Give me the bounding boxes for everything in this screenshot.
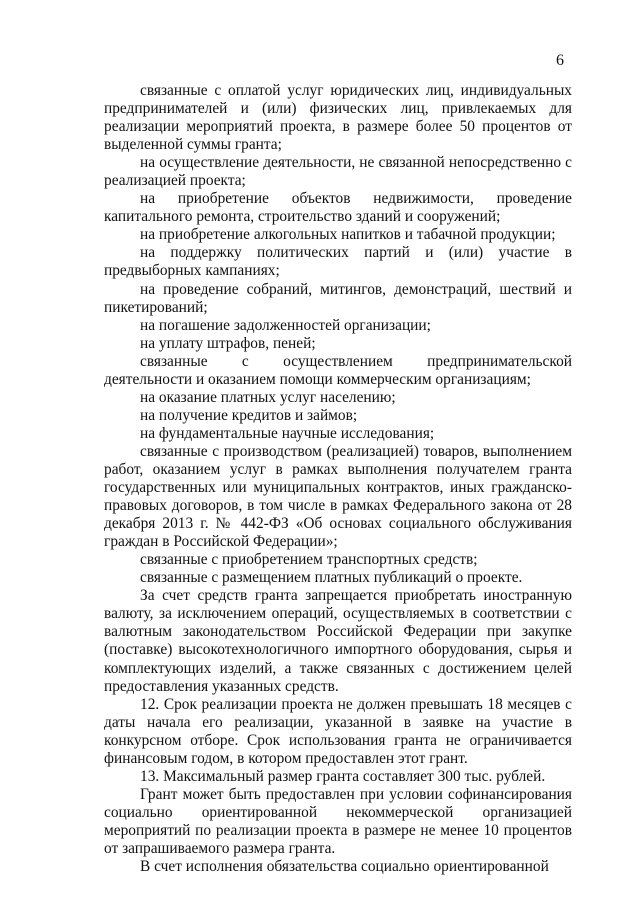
- paragraph: на осуществление деятельности, не связанной непосредственно с реализацией проекта;: [104, 154, 572, 190]
- paragraph: связанные с приобретением транспортных средств;: [140, 551, 478, 569]
- page-number: 6: [556, 52, 564, 69]
- paragraph: В счет исполнения обязательства социально ориентированной: [140, 858, 549, 876]
- paragraph: на проведение собраний, митингов, демонстраций, шествий и пикетирований;: [104, 280, 572, 316]
- paragraph: на приобретение алкогольных напитков и табачной продукции;: [140, 226, 556, 244]
- paragraph: связанные с осуществлением предпринимательской деятельности и оказанием помощи коммерческим организациям;: [104, 352, 572, 388]
- paragraph: на приобретение объектов недвижимости, проведение капитального ремонта, строительство зданий и сооружений;: [104, 190, 572, 226]
- paragraph: связанные с размещением платных публикаций о проекте.: [140, 569, 523, 587]
- paragraph: на получение кредитов и займов;: [140, 406, 358, 424]
- paragraph: на поддержку политических партий и (или) участие в предвыборных кампаниях;: [104, 244, 572, 280]
- paragraph: на уплату штрафов, пеней;: [140, 334, 316, 352]
- document-body: [104, 82, 572, 876]
- paragraph: За счет средств гранта запрещается приобретать иностранную валюту, за исключением операций, осуществляемых в соответствии с валютным законодательством Российской Федерации при закупке (поставке) высокотехнологичного импортного оборудования, сырья и комплектующих изделий, а также связанных с достижением целей предоставления указанных средств.: [104, 587, 572, 695]
- paragraph: на оказание платных услуг населению;: [140, 388, 396, 406]
- paragraph: связанные с оплатой услуг юридических лиц, индивидуальных предпринимателей и (или) физических лиц, привлекаемых для реализации мероприятий проекта, в размере более 50 процентов от выделенной суммы гранта;: [104, 82, 572, 154]
- paragraph: 12. Срок реализации проекта не должен превышать 18 месяцев с даты начала его реализации, указанной в заявке на участие в конкурсном отборе. Срок использования гранта не ограничивается финансовым годом, в котором предоставлен этот грант.: [104, 695, 572, 767]
- paragraph: связанные с производством (реализацией) товаров, выполнением работ, оказанием услуг в рамках выполнения получателем гранта государственных или муниципальных контрактов, иных гражданско-правовых договоров, в том числе в рамках Федерального закона от 28 декабря 2013 г. № 442-ФЗ «Об основах социального обслуживания граждан в Российской Федерации»;: [104, 442, 572, 551]
- paragraph: Грант может быть предоставлен при условии софинансирования социально ориентированной некоммерческой организацией мероприятий по реализации проекта в размере не менее 10 процентов от запрашиваемого размера гранта.: [104, 785, 572, 857]
- paragraph: на фундаментальные научные исследования;: [140, 424, 435, 442]
- paragraph: 13. Максимальный размер гранта составляет 300 тыс. рублей.: [140, 767, 546, 785]
- paragraph: на погашение задолженностей организации;: [140, 316, 431, 334]
